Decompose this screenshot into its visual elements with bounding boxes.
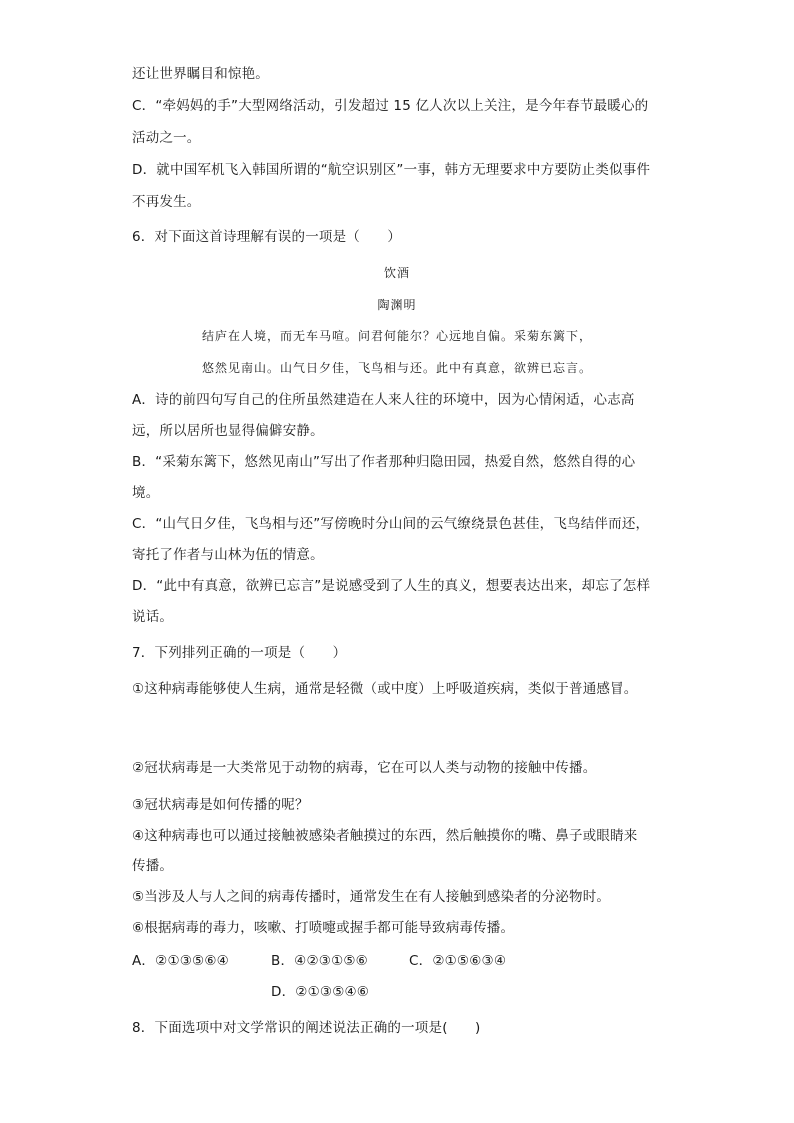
q5-option-c: C．“牵妈妈的手”大型网络活动，引发超过 15 亿人次以上关注，是今年春节最暖心的 (132, 98, 649, 114)
q7-stem: 7．下列排列正确的一项是（ ） (132, 645, 347, 661)
q7-option-c: C．②①⑤⑥③④ (409, 953, 507, 969)
poem-line: 悠然见南山。山气日夕佳，飞鸟相与还。此中有真意，欲辨已忘言。 (201, 361, 592, 375)
q6-stem: 6．对下面这首诗理解有误的一项是（ ） (132, 229, 402, 245)
q6-option-d-cont: 说话。 (132, 609, 174, 625)
poem-author: 陶渊明 (377, 298, 417, 312)
q7-sentence-2: ②冠状病毒是一大类常见于动物的病毒，它在可以人类与动物的接触中传播。 (132, 760, 597, 776)
q7-option-a: A．②①③⑤⑥④ (132, 953, 229, 969)
q5-line: 不再发生。 (132, 194, 201, 210)
q6-option-d: D．“此中有真意，欲辨已忘言”是说感受到了人生的真义，想要表达出来，却忘了怎样 (132, 578, 651, 594)
q7-sentence-4-cont: 传播。 (132, 858, 174, 874)
q7-options-row (132, 951, 506, 971)
q7-option-b: B．④②③①⑤⑥ (271, 953, 368, 969)
q7-option-d: D．②①③⑤④⑥ (271, 984, 370, 1000)
q6-option-a: A．诗的前四句写自己的住所虽然建造在人来人往的环境中，因为心情闲适，心志高 (132, 392, 635, 408)
q5-line: 活动之一。 (132, 130, 201, 146)
q5-line: 还让世界瞩目和惊艳。 (132, 66, 269, 82)
q7-sentence-3: ③冠状病毒是如何传播的呢？ (132, 797, 309, 813)
q8-stem: 8．下面选项中对文学常识的阐述说法正确的一项是( ) (132, 1020, 481, 1036)
q7-sentence-5: ⑤当涉及人与人之间的病毒传播时，通常发生在有人接触到感染者的分泌物时。 (132, 889, 611, 905)
q7-sentence-4: ④这种病毒也可以通过接触被感染者触摸过的东西，然后触摸你的嘴、鼻子或眼睛来 (132, 828, 638, 844)
q6-option-a-cont: 远，所以居所也显得偏僻安静。 (132, 423, 324, 439)
q6-option-b: B．“采菊东篱下，悠然见南山”写出了作者那种归隐田园，热爱自然，悠然自得的心 (132, 454, 636, 470)
q7-sentence-6: ⑥根据病毒的毒力，咳嗽、打喷嚏或握手都可能导致病毒传播。 (132, 920, 515, 936)
q6-option-b-cont: 境。 (132, 485, 160, 501)
poem-line: 结庐在人境，而无车马喧。问君何能尔？心远地自偏。采菊东篱下， (201, 329, 592, 343)
q6-option-c-cont: 寄托了作者与山林为伍的情意。 (132, 547, 324, 563)
q6-option-c: C．“山气日夕佳，飞鸟相与还”写傍晚时分山间的云气缭绕景色甚佳，飞鸟结伴而还， (132, 516, 650, 532)
poem-title: 饮酒 (383, 266, 410, 280)
q7-sentence-1: ①这种病毒能够使人生病，通常是轻微（或中度）上呼吸道疾病，类似于普通感冒。 (132, 681, 638, 697)
q5-option-d: D．就中国军机飞入韩国所谓的“航空识别区”一事，韩方无理要求中方要防止类似事件 (132, 162, 651, 178)
